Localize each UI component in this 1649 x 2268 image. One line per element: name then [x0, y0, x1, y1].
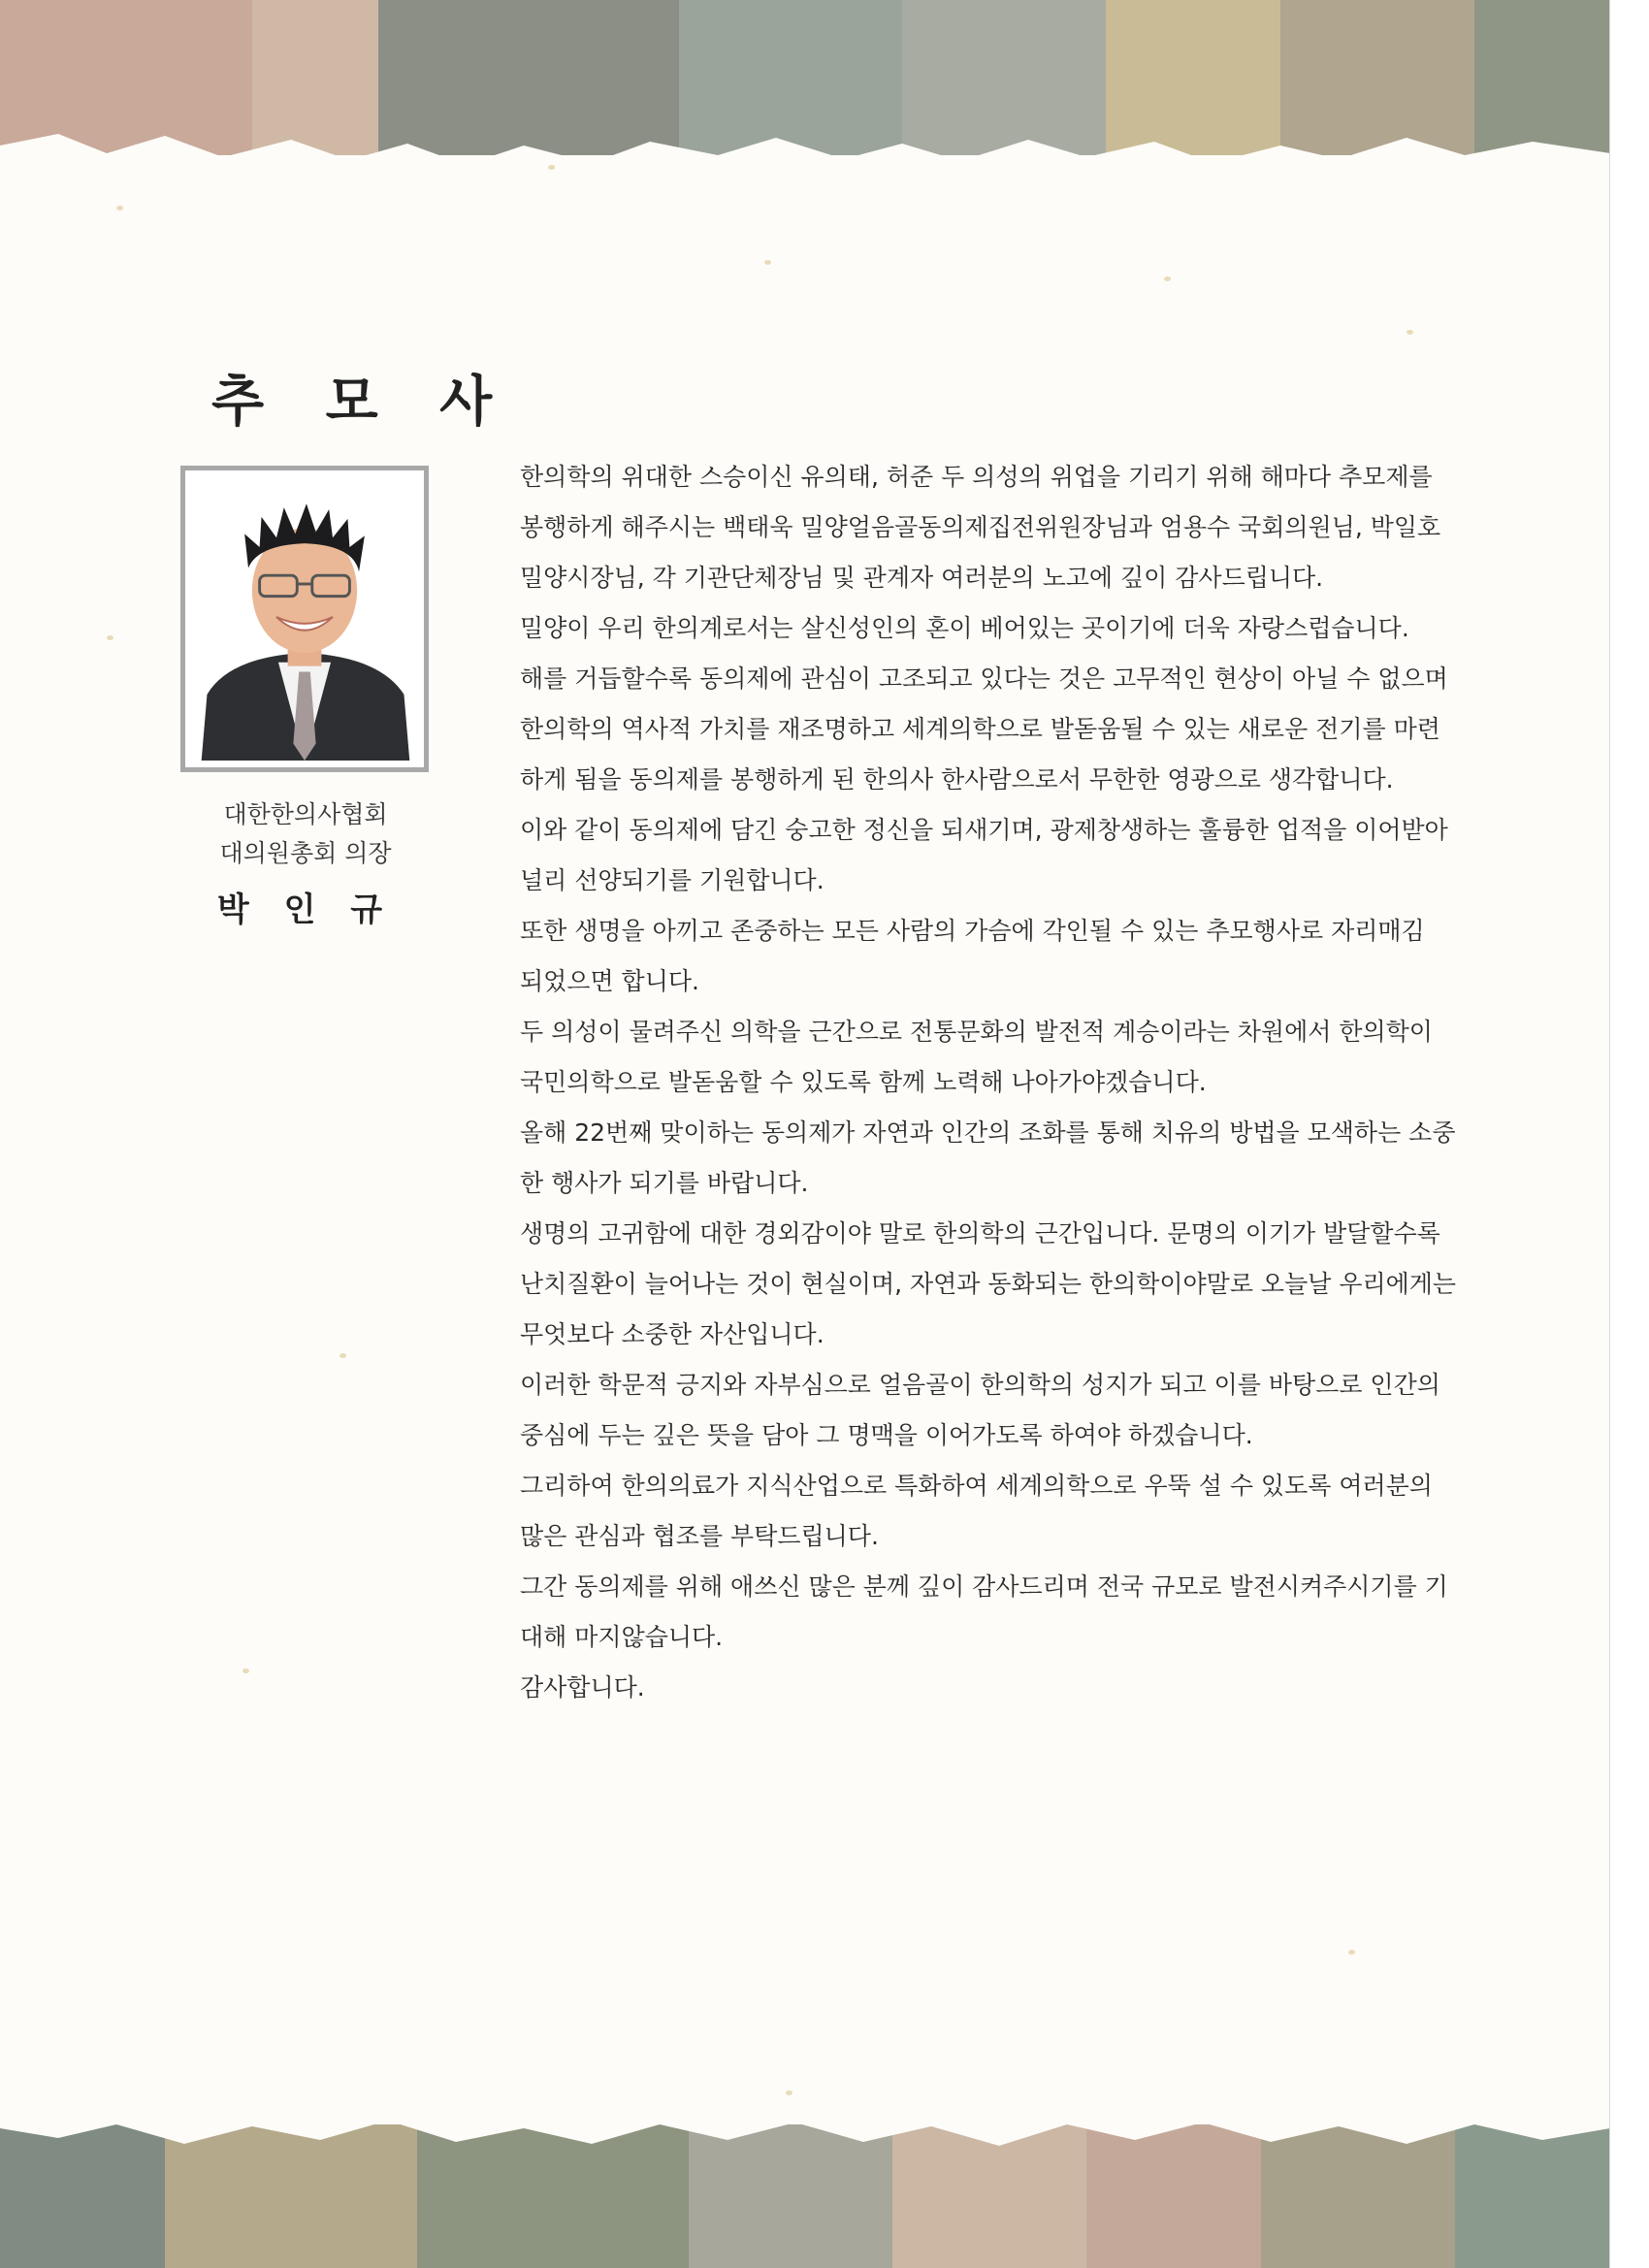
body-line: 이와 같이 동의제에 담긴 숭고한 정신을 되새기며, 광제창생하는 훌륭한 업적을 이어받아: [520, 816, 1448, 844]
body-line: 그리하여 한의의료가 지식산업으로 특화하여 세계의학으로 우뚝 설 수 있도록 여러분의: [520, 1472, 1433, 1500]
body-line: 난치질환이 늘어나는 것이 현실이며, 자연과 동화되는 한의학이야말로 오늘날 우리에게는: [520, 1270, 1457, 1298]
paper-speck: [786, 2090, 792, 2095]
body-line: 그간 동의제를 위해 애쓰신 많은 분께 깊이 감사드리며 전국 규모로 발전시켜주시기를 기: [520, 1572, 1448, 1601]
body-line: 또한 생명을 아끼고 존중하는 모든 사람의 가슴에 각인될 수 있는 추모행사로 자리매김: [520, 917, 1425, 945]
body-line: 대해 마지않습니다.: [520, 1623, 724, 1651]
body-line: 국민의학으로 발돋움할 수 있도록 함께 노력해 나아가야겠습니다.: [520, 1068, 1207, 1096]
paper-speck: [107, 635, 113, 640]
author-position: 대의원총회 의장: [219, 839, 392, 867]
paper-speck: [1348, 1950, 1355, 1955]
author-photo: [180, 466, 429, 772]
body-line: 하게 됨을 동의제를 봉행하게 된 한의사 한사람으로서 무한한 영광으로 생각합니다.: [520, 765, 1394, 794]
body-line: 무엇보다 소중한 자산입니다.: [520, 1320, 824, 1348]
body-line: 널리 선양되기를 기원합니다.: [520, 866, 824, 894]
paper-speck: [340, 1353, 346, 1358]
author-name: 박 인 규: [216, 891, 395, 929]
torn-paper-edge-bottom: [0, 2086, 1610, 2163]
body-line: 밀양이 우리 한의계로서는 살신성인의 혼이 베어있는 곳이기에 더욱 자랑스럽습니다.: [520, 614, 1409, 642]
paper-speck: [764, 260, 771, 265]
author-organization: 대한한의사협회: [223, 800, 388, 828]
body-line: 이러한 학문적 긍지와 자부심으로 얼음골이 한의학의 성지가 되고 이를 바탕으로 인간의: [520, 1371, 1440, 1399]
paper-speck: [116, 206, 123, 211]
body-line: 봉행하게 해주시는 백태욱 밀양얼음골동의제집전위원장님과 엄용수 국회의원님, 박일호: [520, 513, 1441, 541]
torn-paper-edge-top: [0, 107, 1610, 194]
body-line: 밀양시장님, 각 기관단체장님 및 관계자 여러분의 노고에 깊이 감사드립니다.: [520, 564, 1324, 592]
body-line: 중심에 두는 깊은 뜻을 담아 그 명맥을 이어가도록 하여야 하겠습니다.: [520, 1421, 1253, 1449]
body-line: 두 의성이 물려주신 의학을 근간으로 전통문화의 발전적 계승이라는 차원에서 한의학이: [520, 1018, 1433, 1046]
body-line: 생명의 고귀함에 대한 경외감이야 말로 한의학의 근간입니다. 문명의 이기가 발달할수록: [520, 1219, 1440, 1247]
page-edge: [1609, 0, 1649, 2268]
body-line: 한 행사가 되기를 바랍니다.: [520, 1169, 809, 1197]
portrait-illustration: [192, 477, 417, 761]
paper-speck: [1164, 276, 1171, 281]
body-line: 많은 관심과 협조를 부탁드립니다.: [520, 1522, 879, 1550]
body-line: 한의학의 역사적 가치를 재조명하고 세계의학으로 발돋움될 수 있는 새로운 전기를 마련: [520, 715, 1440, 743]
body-line: 되었으면 합니다.: [520, 967, 699, 995]
page-title: 추 모 사: [211, 370, 514, 434]
body-line: 감사합니다.: [520, 1673, 645, 1701]
memorial-address-body: [504, 452, 1474, 1713]
paper-speck: [1406, 330, 1413, 335]
body-line: 올해 22번째 맞이하는 동의제가 자연과 인간의 조화를 통해 치유의 방법을 모색하는 소중: [520, 1118, 1456, 1147]
body-line: 한의학의 위대한 스승이신 유의태, 허준 두 의성의 위업을 기리기 위해 해마다 추모제를: [520, 463, 1433, 491]
author-caption: [155, 795, 456, 930]
body-line: 해를 거듭할수록 동의제에 관심이 고조되고 있다는 것은 고무적인 현상이 아닐 수 없으며: [520, 664, 1448, 693]
paper-speck: [242, 1669, 249, 1673]
paper-speck: [548, 165, 555, 170]
